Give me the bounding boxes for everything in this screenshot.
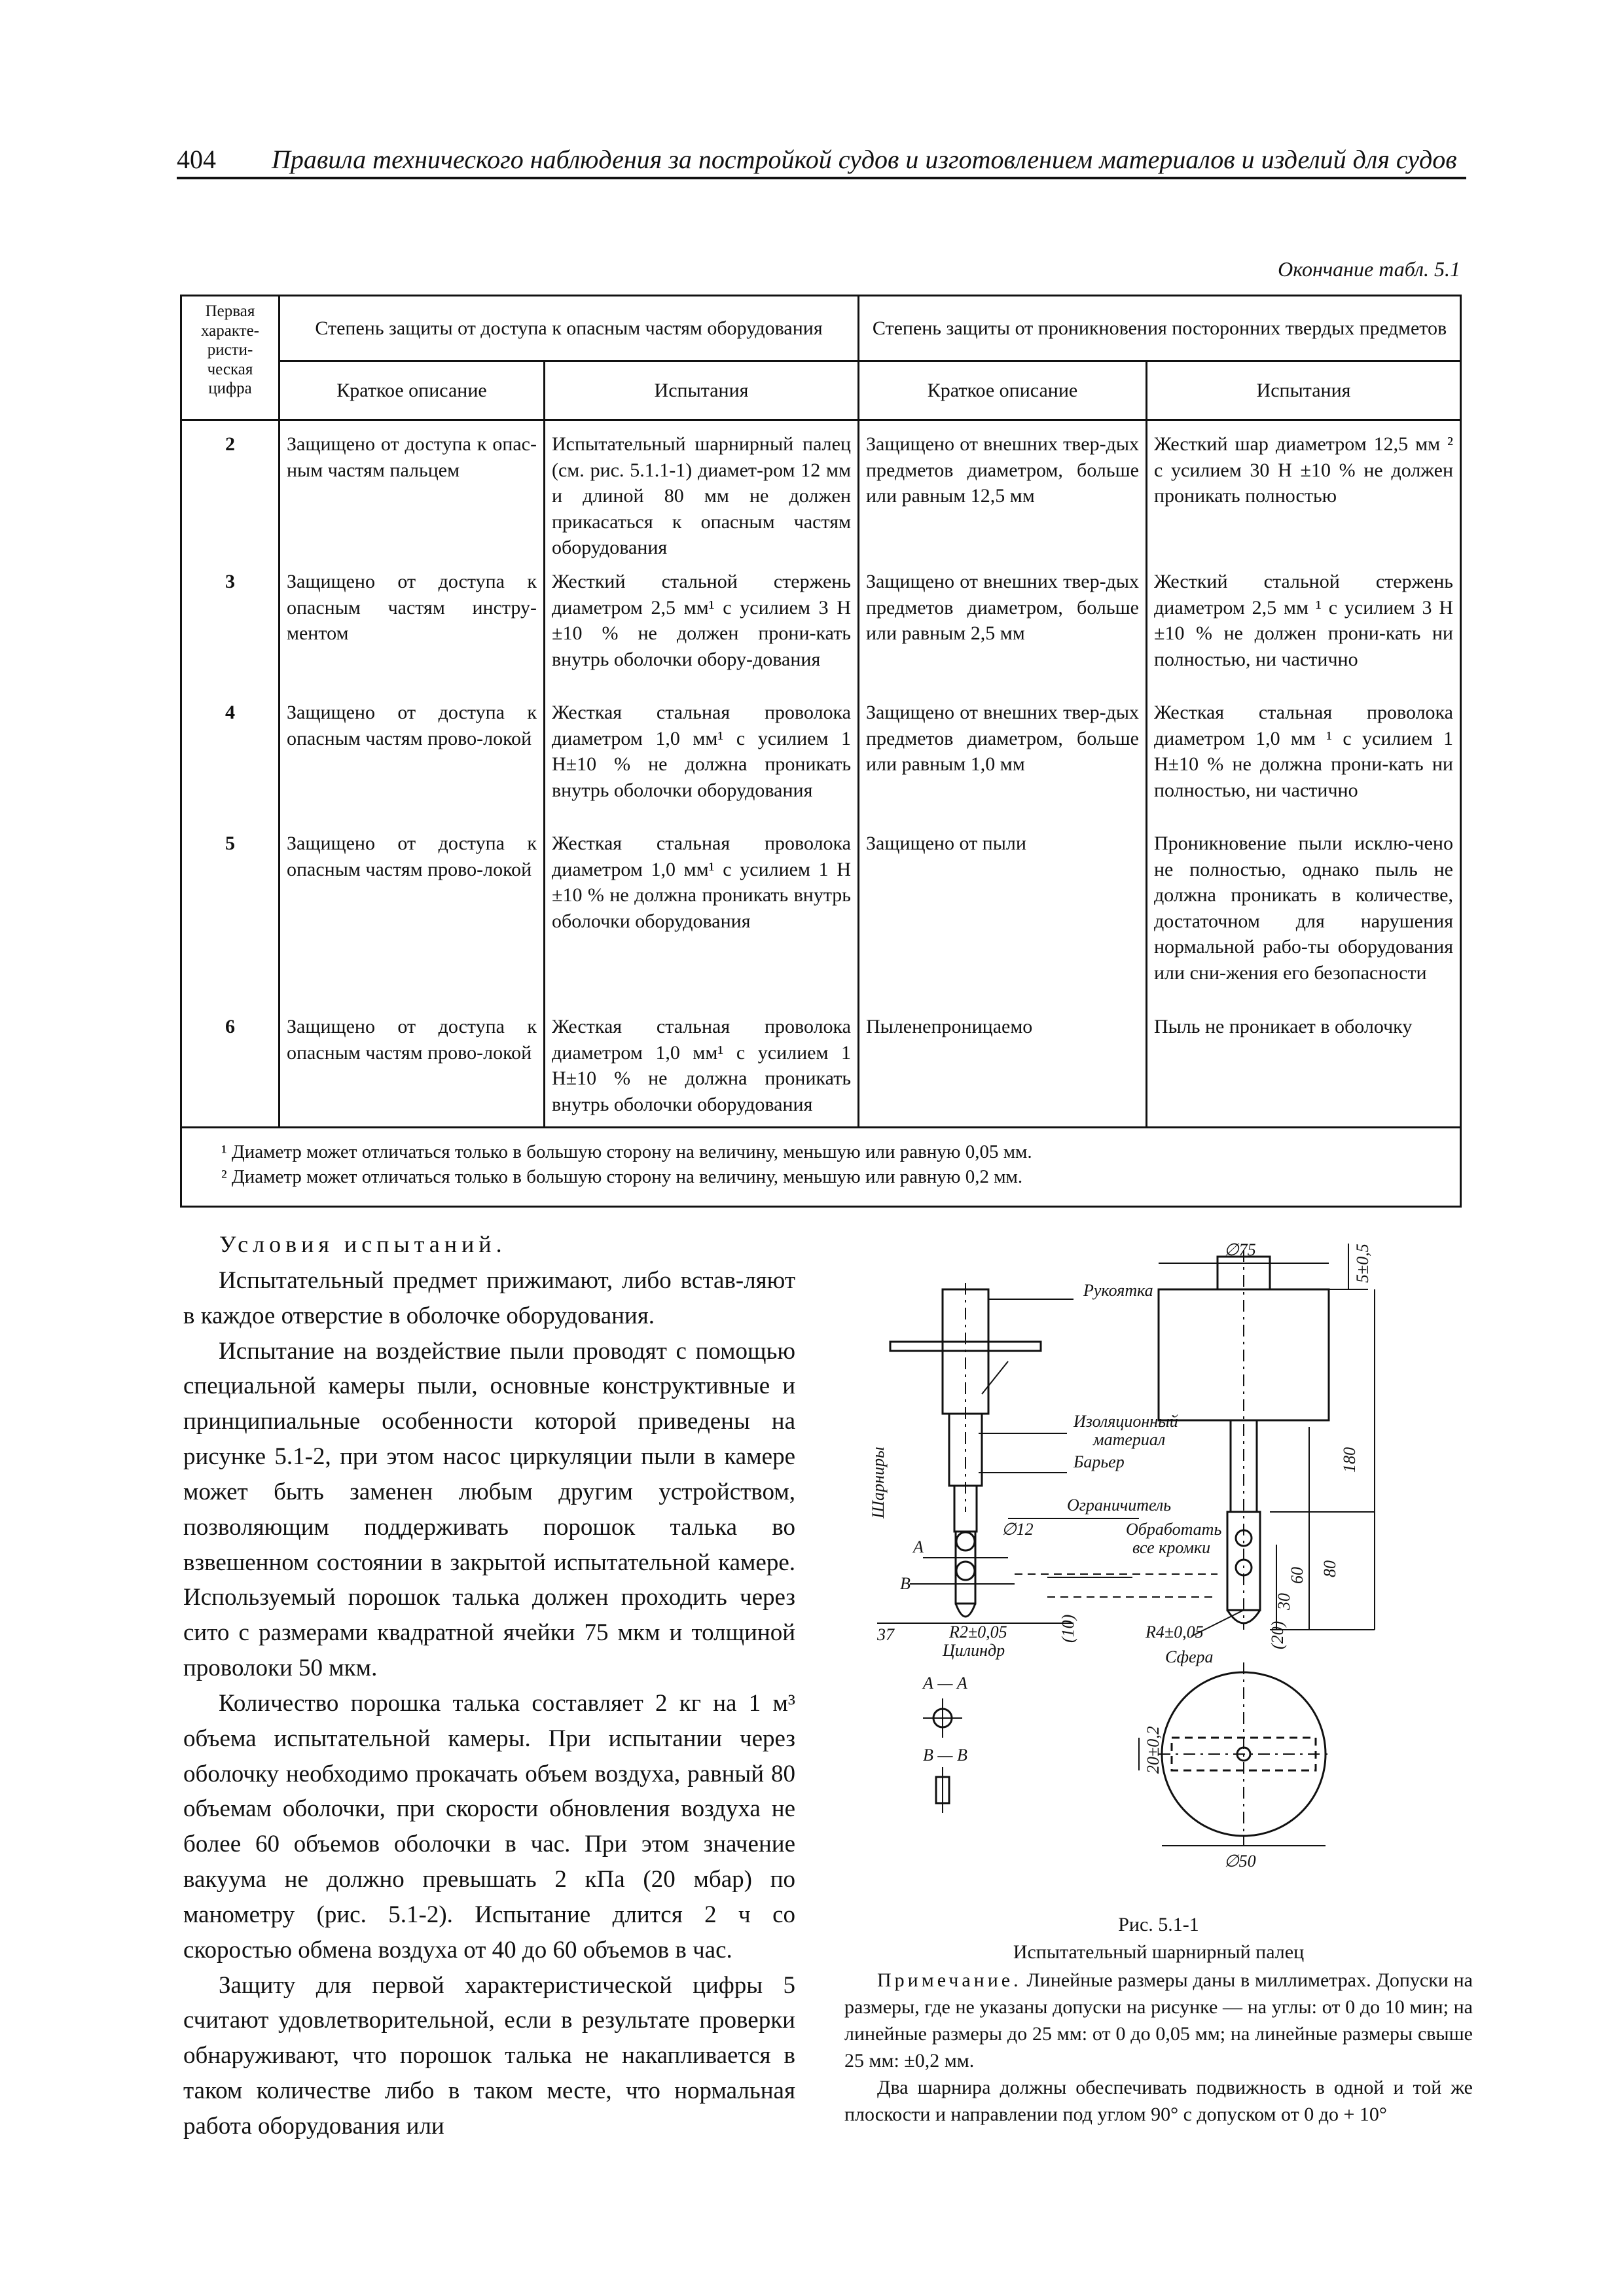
- mark-b: В: [900, 1574, 911, 1593]
- label-handle: Рукоятка: [1083, 1281, 1153, 1300]
- row-access-test: Жесткая стальная проволока диаметром 1,0 мм¹ с усилием 1 Н±10 % не должна проникать внутрь оболочки оборудования: [545, 696, 859, 827]
- dim-h20: (20): [1268, 1621, 1287, 1649]
- row-solid-test: Проникновение пыли исклю-чено не полностью, однако пыль не должна проникать в количестве, достаточном для нарушения нормальной рабо-ты оборудования или сни-жения его безопасности: [1147, 827, 1461, 1010]
- dim-r2: R2±0,05: [949, 1623, 1007, 1641]
- dim-w37: 37: [877, 1625, 894, 1644]
- row-digit: 6: [181, 1010, 280, 1128]
- row-access-test: Испытательный шарнирный палец (см. рис. 5.1.1-1) диамет-ром 12 мм и длиной 80 мм не должен прикасаться к опасным частям оборудования: [545, 420, 859, 565]
- dim-d75: ∅75: [1224, 1240, 1256, 1259]
- test-conditions-heading: Условия испытаний.: [219, 1231, 507, 1257]
- table-row: [181, 827, 1461, 1010]
- row-solid-desc: Пыленепроницаемо: [859, 1010, 1147, 1128]
- footnote-1: ¹ Диаметр может отличаться только в большую сторону на величину, меньшую или равную 0,05 мм.: [221, 1141, 1032, 1163]
- header-first-digit: Первая характе-ристи-ческая цифра: [181, 296, 280, 420]
- dim-d12: ∅12: [1001, 1520, 1034, 1539]
- row-digit: 4: [181, 696, 280, 827]
- label-hinges: Шарниры: [869, 1446, 888, 1518]
- row-digit: 5: [181, 827, 280, 1010]
- note-label: Примечание.: [877, 1969, 1022, 1991]
- row-access-desc: Защищено от доступа к опасным частям инстру-ментом: [280, 565, 545, 696]
- header-rule: [177, 177, 1466, 179]
- dim-h10: (10): [1058, 1614, 1077, 1643]
- dim-h180: 180: [1340, 1447, 1359, 1473]
- footnote-2: ² Диаметр может отличаться только в большую сторону на величину, меньшую или равную 0,2 мм.: [221, 1166, 1023, 1188]
- figure-title: Испытательный шарнирный палец: [1013, 1941, 1305, 1963]
- label-insulation-1: Изоляционный: [1074, 1412, 1178, 1431]
- row-solid-desc: Защищено от внешних твер-дых предметов диаметром, больше или равным 1,0 мм: [859, 696, 1147, 827]
- row-solid-desc: Защищено от внешних твер-дых предметов диаметром, больше или равным 2,5 мм: [859, 565, 1147, 696]
- label-machine-2: все кромки: [1132, 1538, 1211, 1557]
- header-access-protection: Степень защиты от доступа к опасным частям оборудования: [280, 296, 859, 361]
- label-limiter: Ограничитель: [1067, 1496, 1172, 1515]
- paragraph-3: Количество порошка талька составляет 2 кг на 1 м³ объема испытательной камеры. При испытании через оболочку необходимо прокачать объем воздуха, равный 80 объемам оболочки, при скорости обновления воздуха не более 60 объемов оболочки в час. При этом значение вакуума не должно превышать 2 кПа (20 мбар) по манометру (рис. 5.1-2). Испытание длится 2 ч со скоростью обмена воздуха от 40 до 60 объемов в час.: [183, 1689, 795, 1964]
- row-access-desc: Защищено от доступа к опасным частям прово-локой: [280, 827, 545, 1010]
- running-title: Правила технического наблюдения за постройкой судов и изготовлением материалов и изделий для судов: [272, 145, 1457, 174]
- row-solid-desc: Защищено от внешних твер-дых предметов диаметром, больше или равным 12,5 мм: [859, 420, 1147, 565]
- dim-h30: 30: [1274, 1593, 1293, 1610]
- label-cylinder: Цилиндр: [943, 1641, 1005, 1660]
- row-solid-test: Жесткая стальная проволока диаметром 1,0 мм ¹ с усилием 1 Н±10 % не должна прони-кать ни полностью, ни частично: [1147, 696, 1461, 827]
- label-barrier: Барьер: [1074, 1452, 1125, 1471]
- row-solid-test: Жесткий стальной стержень диаметром 2,5 мм ¹ с усилием 3 Н ±10 % не должен прони-кать ни полностью, ни частично: [1147, 565, 1461, 696]
- figure-number: Рис. 5.1-1: [1118, 1914, 1199, 1935]
- row-digit: 2: [181, 420, 280, 565]
- row-access-desc: Защищено от доступа к опасным частям прово-локой: [280, 696, 545, 827]
- paragraph-4: Защиту для первой характеристической цифры 5 считают удовлетворительной, если в результате проверки обнаруживают, что порошок талька не накапливается в таком количестве либо в таком месте, что нормальная работа оборудования или: [183, 1971, 795, 2140]
- dim-d50: ∅50: [1224, 1852, 1256, 1871]
- figure-caption: [844, 1911, 1473, 1966]
- dim-w20: 20±0,2: [1144, 1726, 1163, 1774]
- dim-h5: 5±0,5: [1353, 1244, 1372, 1283]
- table-row: [181, 696, 1461, 827]
- dim-r4: R4±0,05: [1146, 1623, 1204, 1641]
- table-row: [181, 565, 1461, 696]
- row-access-test: Жесткая стальная проволока диаметром 1,0 мм¹ с усилием 1 Н ±10 % не должна проникать внутрь оболочки оборудования: [545, 827, 859, 1010]
- ip-protection-table: [180, 295, 1462, 1208]
- row-access-desc: Защищено от доступа к опас-ным частям пальцем: [280, 420, 545, 565]
- row-access-test: Жесткая стальная проволока диаметром 1,0 мм¹ с усилием 1 Н±10 % не должна проникать внутрь оболочки оборудования: [545, 1010, 859, 1128]
- row-access-desc: Защищено от доступа к опасным частям прово-локой: [280, 1010, 545, 1128]
- row-solid-test: Пыль не проникает в оболочку: [1147, 1010, 1461, 1128]
- technical-drawing: [851, 1237, 1479, 1898]
- note-text: Линейные размеры даны в миллиметрах. Допуски на размеры, где не указаны допуски на рисунке — на углы: от 0 до 10 мин; на линейные размеры до 25 мм: от 0 до 0,05 мм; на линейные размеры свыше 25 мм: ±0,2 мм.: [844, 1969, 1473, 2072]
- table-row: [181, 1010, 1461, 1128]
- paragraph-2: Испытание на воздействие пыли проводят с помощью специальной камеры пыли, основные конструктивные и принципиальные особенности которой приведены на рисунке 5.1-2, при этом насос циркуляции пыли в камере может быть заменен любым другим устройством, позволяющим поддерживать порошок талька во взвешенном состоянии в закрытой испытательной камере. Используемый порошок талька должен проходить через сито с размерами квадратной ячейки 75 мкм и толщиной проволоки 50 мкм.: [183, 1337, 795, 1682]
- row-access-test: Жесткий стальной стержень диаметром 2,5 мм¹ с усилием 3 Н ±10 % не должен прони-кать внутрь оболочки обору-дования: [545, 565, 859, 696]
- page-number: 404: [177, 145, 216, 174]
- label-insulation-2: материал: [1093, 1430, 1166, 1449]
- test-finger-drawing: [851, 1237, 1479, 1898]
- figure-note-1: [844, 1967, 1473, 2074]
- table-caption: Окончание табл. 5.1: [1278, 257, 1460, 281]
- paragraph-1: Испытательный предмет прижимают, либо встав-ляют в каждое отверстие в оболочке оборудования.: [183, 1267, 795, 1329]
- row-solid-test: Жесткий шар диаметром 12,5 мм ² с усилием 30 Н ±10 % не должен проникать полностью: [1147, 420, 1461, 565]
- label-section-aa: А — А: [923, 1674, 967, 1693]
- dim-h80: 80: [1320, 1560, 1339, 1577]
- header-solid-protection: Степень защиты от проникновения посторонних твердых предметов: [859, 296, 1461, 361]
- mark-a: А: [913, 1537, 924, 1556]
- header-access-test: Испытания: [545, 361, 859, 420]
- label-machine-1: Обработать: [1126, 1520, 1222, 1539]
- label-section-bb: В — В: [923, 1746, 967, 1765]
- dim-h60: 60: [1288, 1567, 1307, 1584]
- row-digit: 3: [181, 565, 280, 696]
- label-sphere: Сфера: [1165, 1647, 1214, 1666]
- row-solid-desc: Защищено от пыли: [859, 827, 1147, 1010]
- body-text: [183, 1263, 795, 2144]
- header-solid-test: Испытания: [1147, 361, 1461, 420]
- header-access-desc: Краткое описание: [280, 361, 545, 420]
- header-solid-desc: Краткое описание: [859, 361, 1147, 420]
- figure-note-2: Два шарнира должны обеспечивать подвижность в одной и той же плоскости и направлении под углом 90° с допуском от 0 до + 10°: [844, 2077, 1473, 2126]
- table-footnotes: [181, 1128, 1461, 1207]
- table-row: [181, 420, 1461, 565]
- figure-notes: [844, 1967, 1473, 2128]
